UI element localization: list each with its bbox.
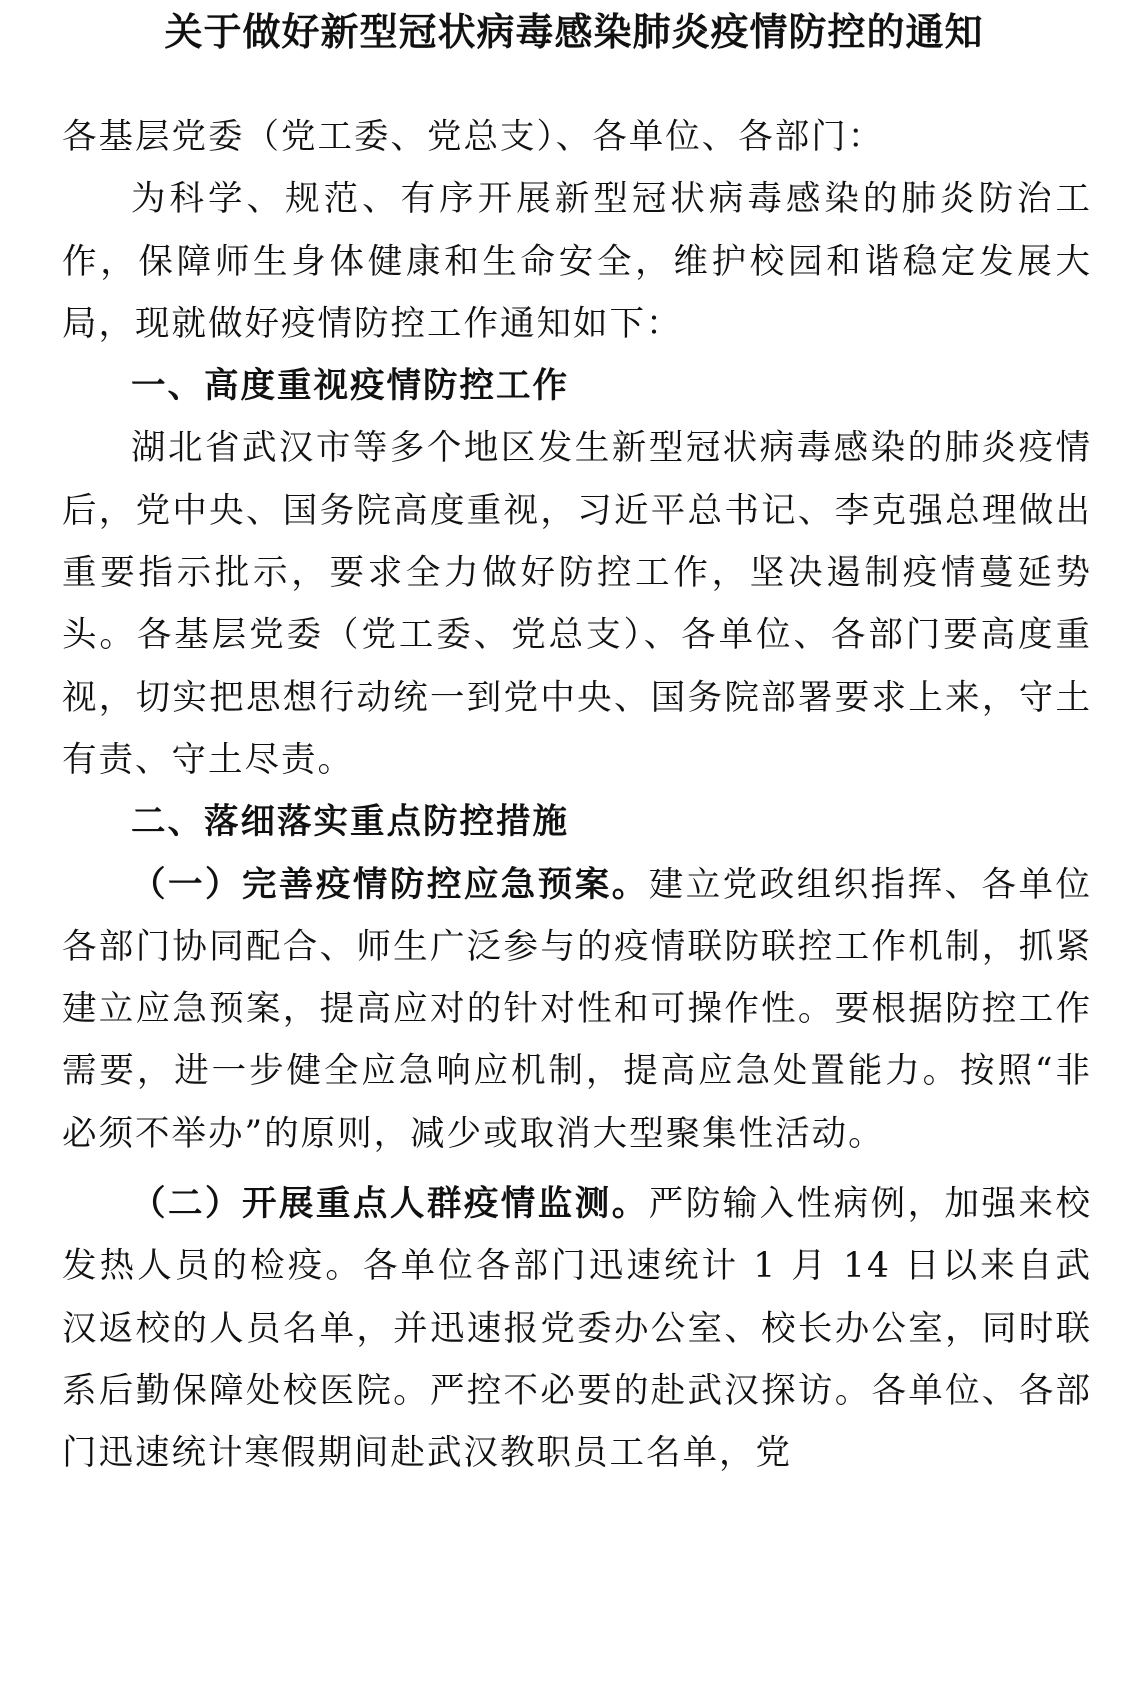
section-2-heading: 二、落细落实重点防控措施 bbox=[131, 802, 569, 843]
intro-paragraph: 为科学、规范、有序开展新型冠状病毒感染的肺炎防治工作，保障师生身体健康和生命安全，维护校园和谐稳定发展大局，现就做好疫情防控工作通知如下： bbox=[62, 179, 1092, 344]
item-2-title: （二）开展重点人群疫情监测。 bbox=[131, 1184, 649, 1225]
document-body bbox=[62, 106, 1092, 1485]
document-title: 关于做好新型冠状病毒感染肺炎疫情防控的通知 bbox=[164, 10, 984, 54]
item-2-text: 严防输入性病例，加强来校发热人员的检疫。各单位各部门迅速统计 1 月 14 日以来自武汉返校的人员名单，并迅速报党委办公室、校长办公室，同时联系后勤保障处校医院。严控不必要的赴武汉探访。各单位、各部门迅速统计寒假期间赴武汉教职员工名单，党 bbox=[62, 1184, 1092, 1474]
item-1-title: （一）完善疫情防控应急预案。 bbox=[131, 864, 649, 905]
section-1-heading: 一、高度重视疫情防控工作 bbox=[131, 366, 569, 407]
item-2-paragraph bbox=[62, 1173, 1092, 1484]
item-1-paragraph bbox=[62, 854, 1092, 1165]
section-1-paragraph: 湖北省武汉市等多个地区发生新型冠状病毒感染的肺炎疫情后，党中央、国务院高度重视，习近平总书记、李克强总理做出重要指示批示，要求全力做好防控工作，坚决遏制疫情蔓延势头。各基层党委（党工委、党总支）、各单位、各部门要高度重视，切实把思想行动统一到党中央、国务院部署要求上来，守土有责、守土尽责。 bbox=[62, 428, 1092, 780]
item-1-text: 建立党政组织指挥、各单位各部门协同配合、师生广泛参与的疫情联防联控工作机制，抓紧建立应急预案，提高应对的针对性和可操作性。要根据防控工作需要，进一步健全应急响应机制，提高应急处置能力。按照“非必须不举办”的原则，减少或取消大型聚集性活动。 bbox=[62, 864, 1092, 1154]
salutation: 各基层党委（党工委、党总支）、各单位、各部门： bbox=[62, 117, 885, 157]
